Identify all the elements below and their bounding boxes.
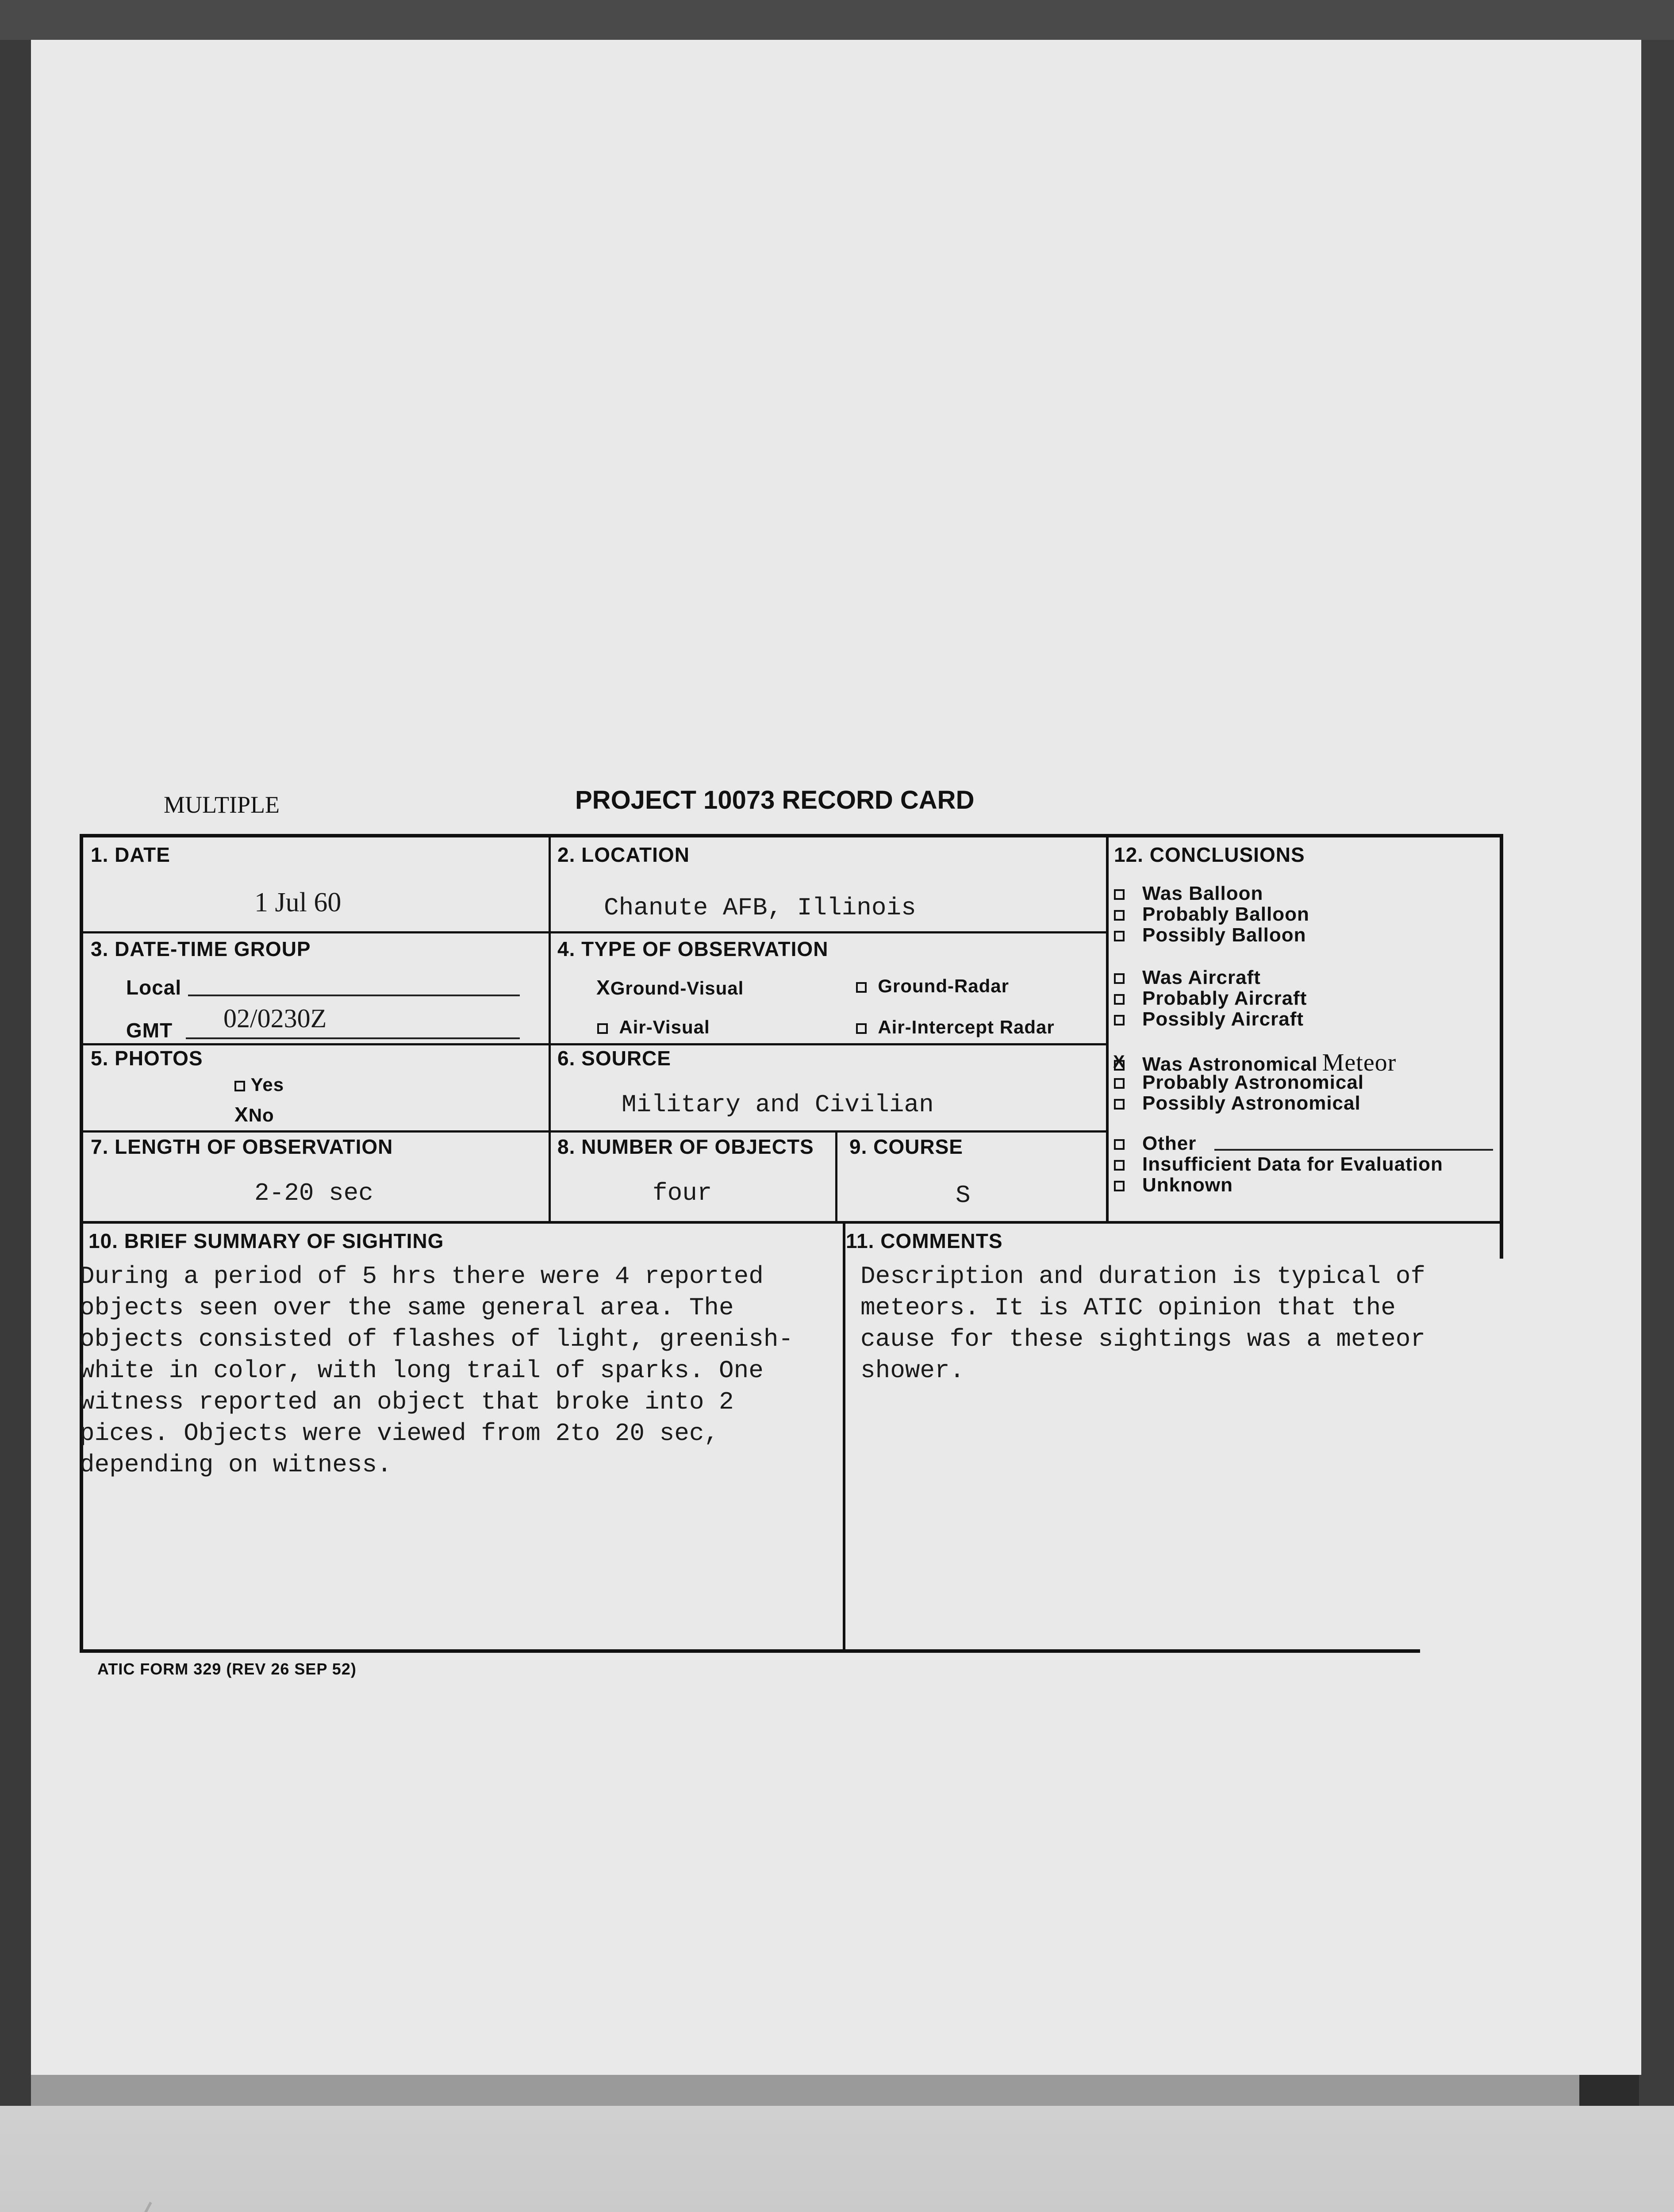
date-label: 1. DATE (91, 843, 170, 866)
other-field (1214, 1149, 1493, 1151)
photos-option-yes (234, 1074, 284, 1095)
checkbox-icon (1114, 1015, 1125, 1025)
check-mark-icon: X (234, 1103, 249, 1126)
checkbox-checked-icon (1113, 1052, 1125, 1072)
comments-text (860, 1261, 1425, 1386)
checkbox-icon (1114, 910, 1125, 921)
card-border-left (80, 834, 83, 1652)
date-value: 1 Jul 60 (254, 887, 342, 918)
checkbox-icon (1114, 1078, 1125, 1089)
checkbox-icon (597, 1023, 608, 1034)
checkbox-icon (1114, 1099, 1125, 1110)
date-time-group-label: 3. DATE-TIME GROUP (91, 937, 311, 960)
checkbox-icon (234, 1081, 245, 1091)
checkbox-icon (1114, 973, 1125, 984)
checkbox-icon (1114, 1181, 1125, 1191)
number-of-objects-label: 8. NUMBER OF OBJECTS (557, 1135, 814, 1158)
conclusion-probably-aircraft (1114, 987, 1307, 1010)
summary-line: objects seen over the same general area. The (80, 1294, 734, 1322)
divider-v-1 (549, 834, 551, 1223)
film-border-top (0, 0, 1674, 40)
length-label: 7. LENGTH OF OBSERVATION (91, 1135, 393, 1158)
checkbox-icon (856, 1023, 867, 1034)
obs-option-ground-visual (596, 975, 744, 999)
conclusion-possibly-balloon (1114, 924, 1306, 946)
course-value: S (956, 1181, 971, 1210)
comments-line: cause for these sightings was a meteor (860, 1325, 1426, 1353)
check-mark-icon: X (1113, 1052, 1125, 1072)
comments-line: shower. (860, 1356, 965, 1385)
source-value: Military and Civilian (622, 1091, 934, 1119)
conclusion-probably-balloon (1114, 903, 1309, 926)
conclusion-label: Probably Astronomical (1142, 1071, 1364, 1093)
summary-text (80, 1261, 793, 1481)
background-surface (0, 2106, 1674, 2212)
sheet-shadow (31, 2075, 1579, 2106)
gmt-field (186, 1037, 520, 1039)
number-of-objects-value: four (653, 1179, 712, 1207)
divider-v-2 (1106, 834, 1109, 1223)
divider-h-4 (80, 1221, 1502, 1224)
summary-line: pices. Objects were viewed from 2to 20 sec, (80, 1419, 719, 1448)
film-border-left (0, 40, 31, 2124)
conclusion-label: Possibly Aircraft (1142, 1008, 1304, 1030)
divider-v-4 (843, 1221, 845, 1652)
obs-option-label: Air-Visual (619, 1017, 710, 1037)
conclusion-unknown (1114, 1174, 1233, 1196)
conclusion-label: Was Aircraft (1142, 967, 1261, 988)
record-card-sheet (31, 40, 1641, 2075)
divider-h-2 (80, 1043, 1108, 1045)
form-identifier: ATIC FORM 329 (REV 26 SEP 52) (97, 1660, 357, 1678)
summary-label: 10. BRIEF SUMMARY OF SIGHTING (88, 1229, 444, 1252)
photos-label: 5. PHOTOS (91, 1047, 203, 1070)
film-border-right (1639, 40, 1674, 2124)
conclusion-label: Was Balloon (1142, 883, 1263, 904)
conclusion-label: Possibly Astronomical (1142, 1092, 1361, 1114)
source-label: 6. SOURCE (557, 1047, 671, 1070)
photos-option-label: No (248, 1105, 274, 1125)
divider-v-3 (835, 1133, 837, 1223)
comments-label: 11. COMMENTS (846, 1229, 1003, 1252)
length-value: 2-20 sec (254, 1179, 373, 1207)
conclusion-probably-astronomical (1114, 1071, 1364, 1094)
conclusion-label: Unknown (1142, 1174, 1233, 1196)
photos-option-label: Yes (250, 1074, 284, 1095)
conclusion-label: Probably Aircraft (1142, 987, 1307, 1009)
conclusion-label: Probably Balloon (1142, 903, 1309, 925)
summary-line: depending on witness. (80, 1451, 392, 1479)
card-border-right (1500, 834, 1503, 1259)
card-title: PROJECT 10073 RECORD CARD (575, 786, 975, 814)
obs-option-ground-radar (856, 975, 1009, 997)
gmt-value: 02/0230Z (223, 1004, 327, 1033)
summary-line: objects consisted of flashes of light, greenish- (80, 1325, 794, 1353)
conclusion-handwritten-note: Meteor (1322, 1049, 1397, 1076)
card-border-top (80, 834, 1502, 837)
location-label: 2. LOCATION (557, 843, 690, 866)
obs-option-air-visual (597, 1017, 710, 1038)
comments-line: Description and duration is typical of (860, 1262, 1426, 1290)
photos-option-no (234, 1102, 274, 1126)
conclusion-other (1114, 1133, 1196, 1155)
comments-line: meteors. It is ATIC opinion that the (860, 1294, 1396, 1322)
local-field (188, 995, 520, 996)
conclusion-possibly-astronomical (1114, 1092, 1361, 1114)
checkbox-icon (1114, 889, 1125, 900)
conclusions-label: 12. CONCLUSIONS (1114, 843, 1305, 866)
card-border-bottom (80, 1649, 1420, 1653)
conclusion-label: Was Astronomical (1142, 1053, 1318, 1075)
obs-option-label: Ground-Visual (610, 978, 744, 998)
obs-option-air-intercept-radar (856, 1017, 1055, 1038)
checkbox-icon (1114, 994, 1125, 1005)
checkbox-icon (856, 982, 867, 993)
divider-h-1 (80, 931, 1108, 933)
obs-option-label: Air-Intercept Radar (878, 1017, 1055, 1037)
summary-line: witness reported an object that broke into 2 (80, 1388, 734, 1416)
obs-option-label: Ground-Radar (878, 975, 1010, 996)
location-value: Chanute AFB, Illinois (604, 894, 916, 922)
checkbox-icon (1114, 1160, 1125, 1171)
type-of-observation-label: 4. TYPE OF OBSERVATION (557, 937, 829, 960)
handwritten-tag: MULTIPLE (164, 791, 280, 818)
conclusion-was-balloon (1114, 883, 1263, 905)
conclusion-insufficient-data (1114, 1153, 1443, 1175)
conclusion-was-aircraft (1114, 967, 1261, 989)
local-label: Local (126, 976, 182, 999)
conclusion-label: Other (1142, 1133, 1197, 1154)
conclusion-label: Insufficient Data for Evaluation (1142, 1153, 1443, 1175)
course-label: 9. COURSE (849, 1135, 963, 1158)
gmt-label: GMT (126, 1019, 173, 1042)
checkbox-icon (1114, 1139, 1125, 1150)
divider-h-3 (80, 1130, 1108, 1133)
conclusion-label: Possibly Balloon (1142, 924, 1306, 946)
summary-line: During a period of 5 hrs there were 4 reported (80, 1262, 764, 1290)
checkbox-icon (1114, 931, 1125, 941)
check-mark-icon: X (596, 976, 610, 999)
conclusion-possibly-aircraft (1114, 1008, 1304, 1030)
summary-line: white in color, with long trail of sparks. One (80, 1356, 764, 1385)
